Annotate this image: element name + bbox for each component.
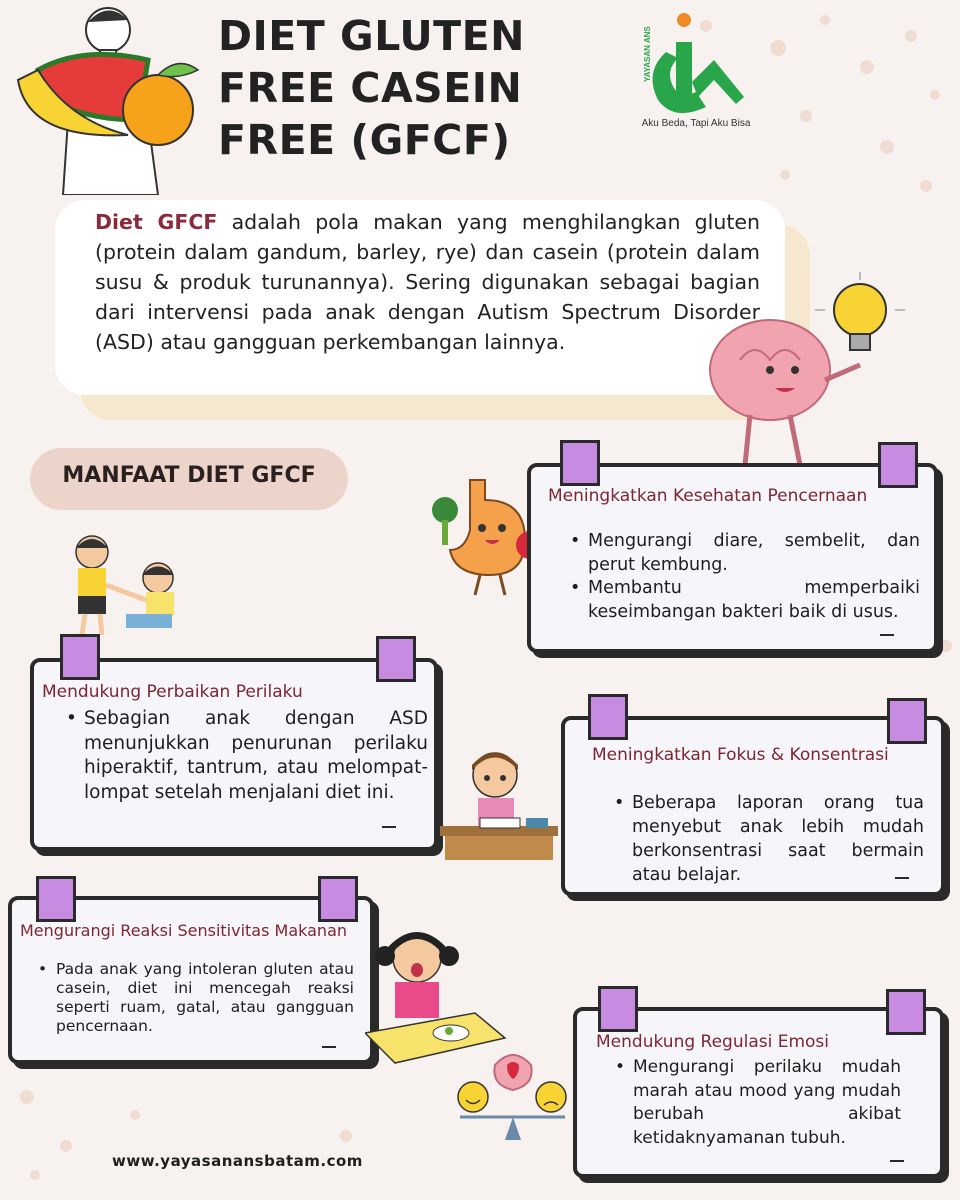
list-item: • Mengurangi diare, sembelit, dan perut kembung. — [568, 530, 920, 577]
title-line-3: FREE (GFCF) — [218, 116, 511, 164]
card-behavior-title: Mendukung Perbaikan Perilaku — [42, 682, 303, 702]
page-title — [218, 10, 618, 166]
man-with-fruits-illustration — [8, 0, 208, 195]
dash-mark — [890, 1160, 904, 1162]
tape-decoration — [886, 989, 926, 1035]
girl-studying-illustration — [440, 740, 560, 865]
card-focus-title: Meningkatkan Fokus & Konsentrasi — [592, 745, 889, 765]
tape-decoration — [878, 442, 918, 488]
section-label: MANFAAT DIET GFCF — [62, 463, 316, 488]
tape-decoration — [588, 694, 628, 740]
tape-decoration — [376, 636, 416, 682]
card-digestion-list — [568, 530, 920, 624]
tape-decoration — [36, 876, 76, 922]
intro-highlight: Diet GFCF — [95, 210, 218, 234]
list-item: • Pada anak yang intoleran gluten atau casein, diet ini mencegah reaksi seperti ruam, gatal, atau gangguan pencernaan. — [36, 960, 354, 1036]
dash-mark — [895, 877, 909, 879]
list-item: • Mengurangi perilaku mudah marah atau mood yang mudah berubah akibat ketidaknyamanan tubuh. — [613, 1056, 901, 1150]
card-digestion-title: Meningkatkan Kesehatan Pencernaan — [548, 486, 868, 506]
card-emotion-title: Mendukung Regulasi Emosi — [596, 1032, 830, 1052]
card-focus-list — [612, 791, 924, 887]
tape-decoration — [60, 634, 100, 680]
card-sensitivity-list — [36, 960, 354, 1036]
kids-playing-illustration — [60, 530, 195, 645]
card-emotion-list — [613, 1056, 901, 1150]
emotion-balance-illustration — [455, 1045, 570, 1145]
title-line-2: FREE CASEIN — [218, 64, 523, 112]
title-line-1: DIET GLUTEN — [218, 12, 525, 60]
dash-mark — [880, 634, 894, 636]
logo-caption: Aku Beda, Tapi Aku Bisa — [641, 118, 751, 129]
list-item: • Beberapa laporan orang tua menyebut anak lebih mudah berkonsentrasi saat bermain atau belajar. — [612, 791, 924, 887]
logo-vertical-text: YAYASAN ANS — [643, 26, 652, 82]
tape-decoration — [887, 698, 927, 744]
footer-url[interactable]: www.yayasanansbatam.com — [112, 1152, 363, 1170]
list-item: • Membantu memperbaiki keseimbangan bakteri baik di usus. — [568, 577, 920, 624]
intro-body: adalah pola makan yang menghilangkan gluten (protein dalam gandum, barley, rye) dan casein (protein dalam susu & produk turunannya). Sering digunakan sebagai bagian dari intervensi pada anak dengan Autism Spectrum Disorder (ASD) atau gangguan perkembangan lainnya. — [95, 210, 760, 354]
dash-mark — [322, 1046, 336, 1048]
tape-decoration — [560, 440, 600, 486]
intro-text — [95, 207, 760, 357]
card-sensitivity-title: Mengurangi Reaksi Sensitivitas Makanan — [20, 921, 348, 940]
dash-mark — [382, 826, 396, 828]
tape-decoration — [598, 986, 638, 1032]
tape-decoration — [318, 876, 358, 922]
card-behavior-list — [64, 707, 428, 805]
list-item: • Sebagian anak dengan ASD menunjukkan penurunan perilaku hiperaktif, tantrum, atau melompat-lompat setelah menjalani diet ini. — [64, 707, 428, 805]
